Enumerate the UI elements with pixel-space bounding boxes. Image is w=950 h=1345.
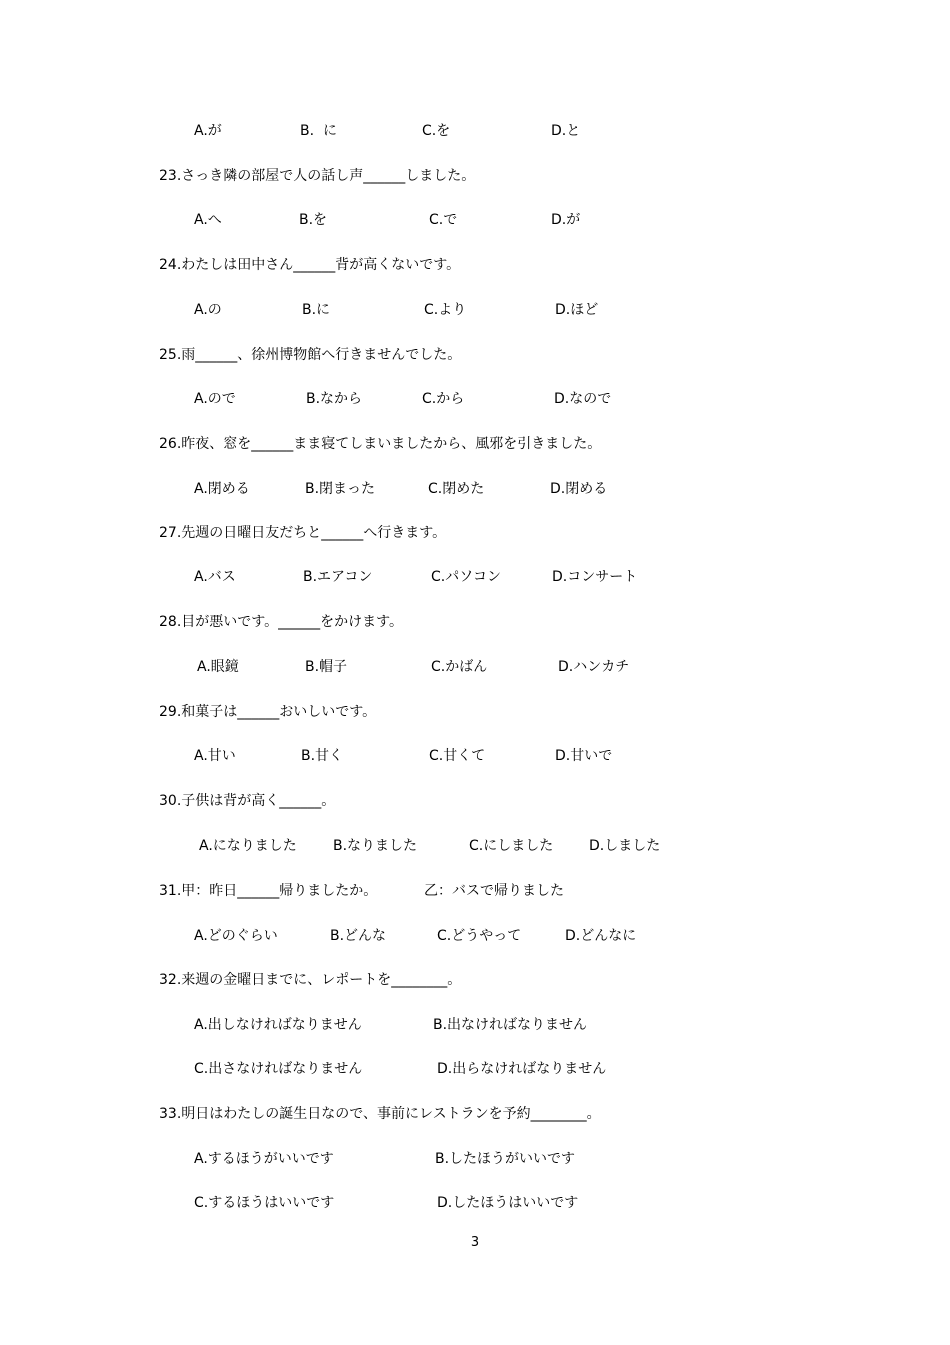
question-26: 26.昨夜、窓を______まま寝てしまいましたから、風邪を引きました。 (159, 436, 602, 452)
question-31: 31.甲：昨日______帰りましたか。 (159, 883, 378, 899)
option-b: B.を (299, 212, 328, 228)
option-d: D.ハンカチ (558, 659, 630, 675)
option-c: C.どうやって (437, 928, 522, 944)
option-b: B.エアコン (303, 569, 373, 585)
option-d: D.閉める (550, 481, 608, 497)
option-a: A.の (194, 302, 222, 318)
option-d: D.コンサート (552, 569, 638, 585)
option-d: D.甘いで (555, 748, 613, 764)
question-29: 29.和菓子は______おいしいです。 (159, 704, 377, 720)
option-a: A.閉める (194, 481, 250, 497)
option-d: D.と (551, 123, 581, 139)
option-a: A.眼鏡 (197, 659, 239, 675)
option-d: D.したほうはいいです (437, 1195, 579, 1211)
question-31-reply: 乙：バスで帰りました (424, 883, 564, 899)
option-c: C.かばん (431, 659, 488, 675)
question-33: 33.明日はわたしの誕生日なので、事前にレストランを予約________。 (159, 1106, 601, 1122)
option-a: A.甘い (194, 748, 236, 764)
option-b: B.なから (306, 391, 363, 407)
option-c: C.で (429, 212, 458, 228)
option-a: A.出しなければなりません (194, 1017, 362, 1033)
question-23: 23.さっき隣の部屋で人の話し声______しました。 (159, 168, 476, 184)
option-d: D.どんなに (565, 928, 637, 944)
option-b: B.帽子 (305, 659, 348, 675)
option-c: C.から (422, 391, 465, 407)
option-a: A.へ (194, 212, 222, 228)
option-d: D.出らなければなりません (437, 1061, 607, 1077)
question-32: 32.来週の金曜日までに、レポートを________。 (159, 972, 462, 988)
option-c: C.より (424, 302, 467, 318)
option-b: B. に (300, 123, 337, 139)
page-number: 3 (470, 1235, 480, 1250)
option-c: C.閉めた (428, 481, 485, 497)
option-a: A.が (194, 123, 222, 139)
question-25: 25.雨______、徐州博物館へ行きませんでした。 (159, 347, 462, 363)
option-d: D.なので (554, 391, 612, 407)
option-b: B.甘く (301, 748, 344, 764)
option-d: D.が (551, 212, 581, 228)
option-c: C.甘くて (429, 748, 486, 764)
option-a: A.バス (194, 569, 236, 585)
option-a: A.ので (194, 391, 236, 407)
option-d: D.ほど (555, 302, 599, 318)
option-b: B.に (302, 302, 331, 318)
option-a: A.になりました (199, 838, 297, 854)
option-c: C.にしました (469, 838, 554, 854)
option-b: B.したほうがいいです (435, 1151, 576, 1167)
option-a: A.するほうがいいです (194, 1151, 334, 1167)
question-27: 27.先週の日曜日友だちと______へ行きます。 (159, 525, 447, 541)
option-b: B.なりました (333, 838, 418, 854)
option-c: C.出さなければなりません (194, 1061, 363, 1077)
question-24: 24.わたしは田中さん______背が高くないです。 (159, 257, 461, 273)
option-c: C.するほうはいいです (194, 1195, 335, 1211)
question-28: 28.目が悪いです。______をかけます。 (159, 614, 404, 630)
option-b: B.出なければなりません (433, 1017, 588, 1033)
option-d: D.しました (589, 838, 661, 854)
option-b: B.閉まった (305, 481, 376, 497)
option-b: B.どんな (330, 928, 387, 944)
option-c: C.パソコン (431, 569, 501, 585)
option-a: A.どのぐらい (194, 928, 278, 944)
question-30: 30.子供は背が高く______。 (159, 793, 336, 809)
option-c: C.を (422, 123, 451, 139)
